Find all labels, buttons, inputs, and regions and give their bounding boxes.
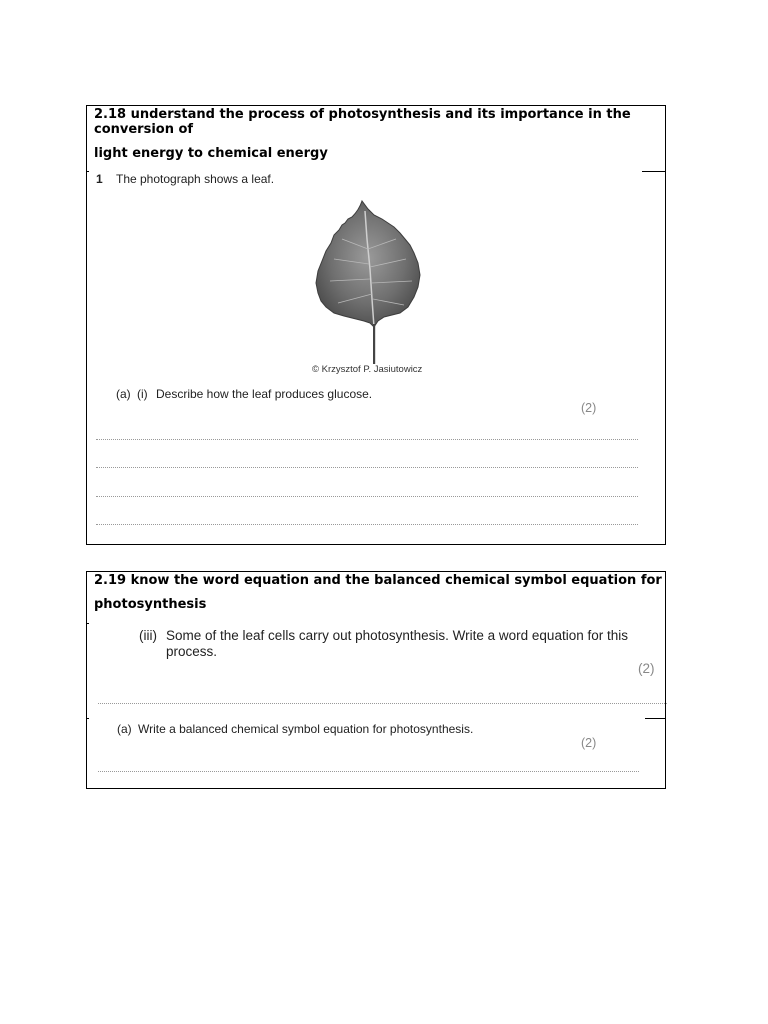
part-label: (a) bbox=[116, 387, 131, 401]
section-2-19-box bbox=[86, 571, 666, 789]
answer-line-1[interactable] bbox=[96, 439, 638, 440]
section-2-18-box bbox=[86, 105, 666, 545]
question-a-marks: (2) bbox=[581, 736, 597, 750]
answer-line-2[interactable] bbox=[96, 467, 638, 468]
question-iii-text-line1: Some of the leaf cells carry out photosynthesis. Write a word equation for this bbox=[166, 628, 628, 643]
leaf-icon bbox=[312, 199, 424, 364]
question-a-label: (a) bbox=[117, 722, 132, 736]
question-a-text: Write a balanced chemical symbol equation for photosynthesis. bbox=[138, 722, 474, 736]
section-heading-line1: 2.18 understand the process of photosynthesis and its importance in the bbox=[94, 107, 631, 122]
section-heading-line2: photosynthesis bbox=[94, 597, 207, 612]
question-iii-label: (iii) bbox=[139, 628, 157, 643]
subpart-text: Describe how the leaf produces glucose. bbox=[156, 387, 373, 401]
left-tick bbox=[86, 623, 89, 624]
section-heading-line1: 2.19 know the word equation and the balanced chemical symbol equation for bbox=[94, 573, 662, 588]
question-iii-marks: (2) bbox=[638, 661, 655, 676]
leaf-photograph bbox=[312, 199, 424, 364]
left-tick-2 bbox=[86, 718, 89, 719]
right-tick-2 bbox=[645, 718, 666, 719]
section-heading-line2: conversion of bbox=[94, 122, 194, 137]
answer-line-3[interactable] bbox=[96, 496, 638, 497]
answer-line-4[interactable] bbox=[96, 524, 638, 525]
question-number: 1 bbox=[96, 172, 103, 186]
question-iii-text-line2: process. bbox=[166, 644, 218, 659]
left-tick bbox=[86, 171, 89, 172]
photo-credit: © Krzysztof P. Jasiutowicz bbox=[312, 364, 423, 375]
answer-line-word-equation[interactable] bbox=[98, 703, 667, 704]
subpart-label: (i) bbox=[137, 387, 148, 401]
right-tick bbox=[642, 171, 666, 172]
marks-label: (2) bbox=[581, 401, 597, 415]
question-intro: The photograph shows a leaf. bbox=[116, 172, 275, 186]
answer-line-symbol-equation[interactable] bbox=[98, 771, 639, 772]
section-heading-line3: light energy to chemical energy bbox=[94, 146, 328, 161]
